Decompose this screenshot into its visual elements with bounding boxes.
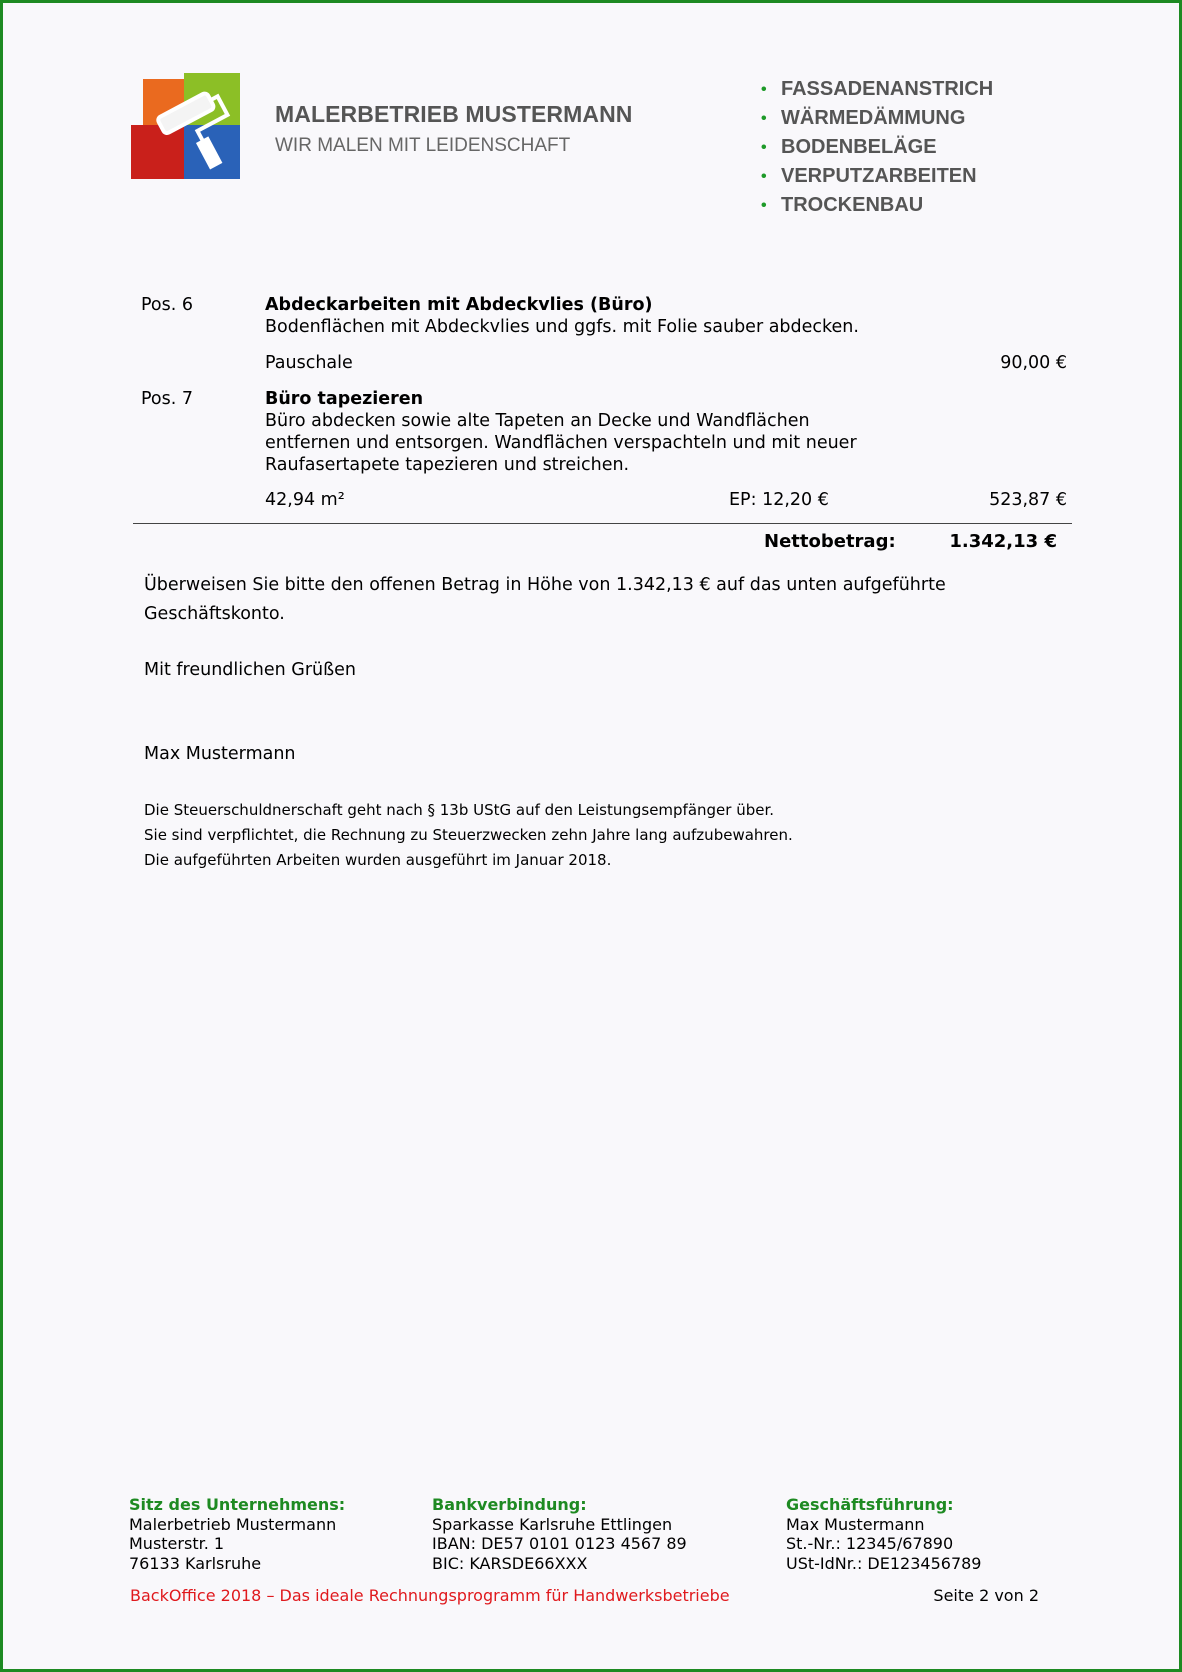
footer-heading: Sitz des Unternehmens: xyxy=(129,1495,346,1514)
service-item: • VERPUTZARBEITEN xyxy=(761,162,993,191)
net-total-value: 1.342,13 € xyxy=(949,531,1057,552)
page-number: Seite 2 von 2 xyxy=(933,1586,1039,1605)
bullet-icon: • xyxy=(761,139,767,156)
paint-roller-logo-icon xyxy=(131,73,246,183)
legal-note: Die Steuerschuldnerschaft geht nach § 13b UStG auf den Leistungsempfänger über. xyxy=(144,801,775,819)
footer-heading: Bankverbindung: xyxy=(432,1495,587,1514)
invoice-position xyxy=(141,294,1067,374)
position-body xyxy=(265,388,965,476)
company-name: MALERBETRIEB MUSTERMANN xyxy=(275,101,633,127)
position-unit-price: EP: 12,20 € xyxy=(729,490,829,510)
position-label: Pos. 6 xyxy=(141,295,194,315)
bullet-icon: • xyxy=(761,168,767,185)
footer-company-seat: Sitz des Unternehmens: Malerbetrieb Mustermann Musterstr. 1 76133 Karlsruhe xyxy=(129,1495,346,1573)
payment-request: Überweisen Sie bitte den offenen Betrag in Höhe von 1.342,13 € auf das unten aufgeführte Geschäftskonto. xyxy=(144,575,946,624)
service-item: • WÄRMEDÄMMUNG xyxy=(761,104,993,133)
service-item: • BODENBELÄGE xyxy=(761,133,993,162)
signature-name: Max Mustermann xyxy=(144,744,296,764)
position-amount: 90,00 € xyxy=(1000,353,1067,373)
company-slogan: WIR MALEN MIT LEIDENSCHAFT xyxy=(275,135,571,156)
position-description-line: Büro abdecken sowie alte Tapeten an Decke und Wandflächen xyxy=(265,411,810,431)
greeting: Mit freundlichen Grüßen xyxy=(144,660,356,680)
footer-heading: Geschäftsführung: xyxy=(786,1495,954,1514)
legal-note: Sie sind verpflichtet, die Rechnung zu Steuerzwecken zehn Jahre lang aufzubewahren. xyxy=(144,826,793,844)
legal-note: Die aufgeführten Arbeiten wurden ausgeführt im Januar 2018. xyxy=(144,851,612,869)
bullet-icon: • xyxy=(761,197,767,214)
bullet-icon: • xyxy=(761,110,767,127)
position-description-line: Raufasertapete tapezieren und streichen. xyxy=(265,455,630,475)
position-unit: Pauschale xyxy=(265,353,353,373)
position-description: Bodenflächen mit Abdeckvlies und ggfs. mit Folie sauber abdecken. xyxy=(265,317,859,337)
brand-block xyxy=(275,101,633,157)
services-list xyxy=(761,75,993,220)
invoice-position xyxy=(141,388,1067,518)
net-total-label: Nettobetrag: xyxy=(764,531,896,552)
legal-notes xyxy=(144,798,1044,873)
software-note: BackOffice 2018 – Das ideale Rechnungsprogramm für Handwerksbetriebe xyxy=(130,1586,730,1605)
position-amount: 523,87 € xyxy=(989,490,1067,510)
position-title: Büro tapezieren xyxy=(265,389,424,409)
service-item: • FASSADENANSTRICH xyxy=(761,75,993,104)
total-divider xyxy=(133,523,1072,524)
position-description-line: entfernen und entsorgen. Wandflächen verspachteln und mit neuer xyxy=(265,433,857,453)
bullet-icon: • xyxy=(761,81,767,98)
footer-management: Geschäftsführung: Max Mustermann St.-Nr.: 12345/67890 USt-IdNr.: DE123456789 xyxy=(786,1495,982,1573)
position-title: Abdeckarbeiten mit Abdeckvlies (Büro) xyxy=(265,295,653,315)
position-label: Pos. 7 xyxy=(141,389,194,409)
footer-bank-details: Bankverbindung: Sparkasse Karlsruhe Ettlingen IBAN: DE57 0101 0123 4567 89 BIC: KARSDE66XXX xyxy=(432,1495,687,1573)
position-body xyxy=(265,294,965,338)
position-unit: 42,94 m² xyxy=(265,490,345,510)
service-item: • TROCKENBAU xyxy=(761,191,993,220)
